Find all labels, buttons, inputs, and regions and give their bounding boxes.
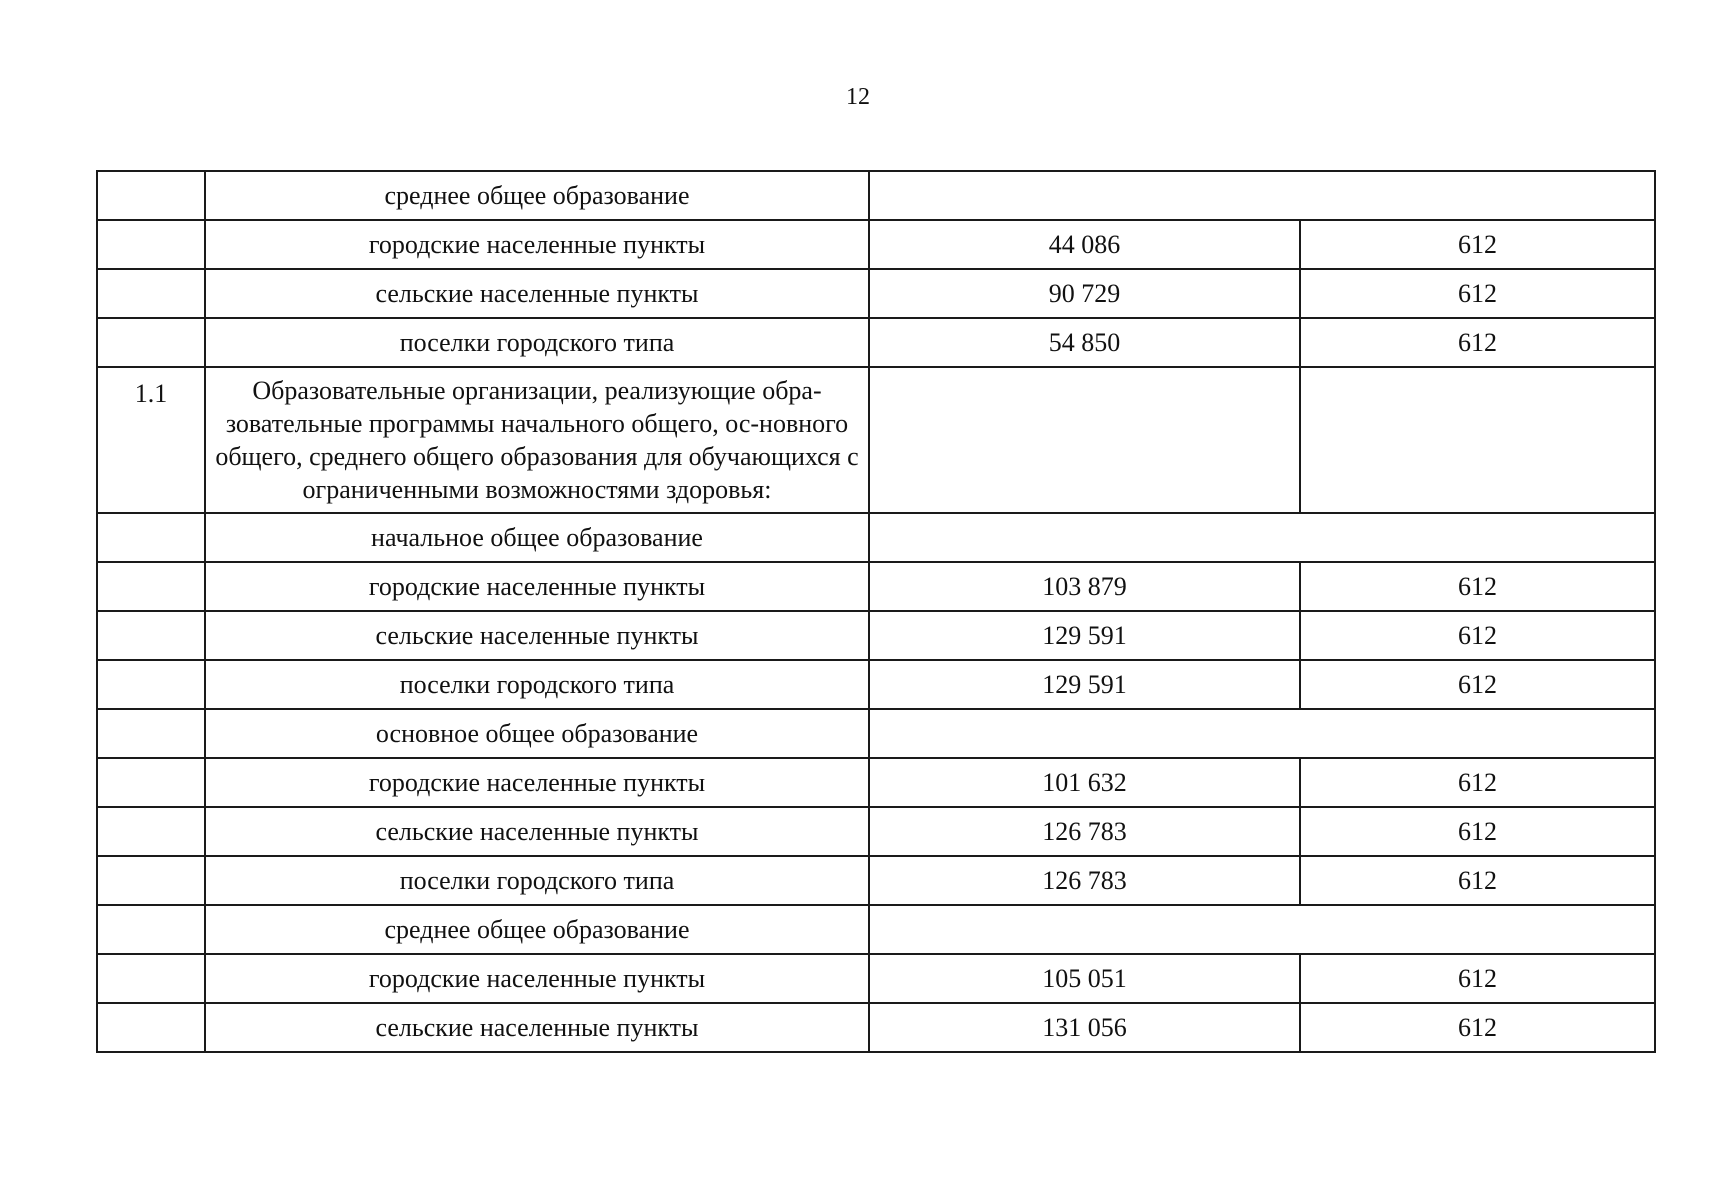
row-number-cell	[97, 660, 205, 709]
table-row	[97, 1003, 1655, 1052]
table-row	[97, 269, 1655, 318]
section-label: среднее общее образование	[205, 905, 869, 954]
value-cell: 131 056	[869, 1003, 1300, 1052]
row-number-cell	[97, 611, 205, 660]
row-number-cell: 1.1	[97, 367, 205, 513]
empty-cell	[869, 367, 1300, 513]
code-cell: 612	[1300, 220, 1655, 269]
row-label: городские населенные пункты	[205, 954, 869, 1003]
row-label: сельские населенные пункты	[205, 1003, 869, 1052]
section-label: среднее общее образование	[205, 171, 869, 220]
row-label: сельские населенные пункты	[205, 269, 869, 318]
row-number-cell	[97, 562, 205, 611]
code-cell: 612	[1300, 269, 1655, 318]
table-row	[97, 171, 1655, 220]
table-row	[97, 709, 1655, 758]
empty-cell	[869, 171, 1655, 220]
table-row	[97, 856, 1655, 905]
code-cell: 612	[1300, 318, 1655, 367]
table-row	[97, 807, 1655, 856]
code-cell: 612	[1300, 807, 1655, 856]
value-cell: 126 783	[869, 856, 1300, 905]
row-label: поселки городского типа	[205, 660, 869, 709]
row-number-cell	[97, 954, 205, 1003]
value-cell: 105 051	[869, 954, 1300, 1003]
value-cell: 54 850	[869, 318, 1300, 367]
value-cell: 129 591	[869, 611, 1300, 660]
table-row	[97, 954, 1655, 1003]
row-number-cell	[97, 513, 205, 562]
code-cell: 612	[1300, 954, 1655, 1003]
row-label: сельские населенные пункты	[205, 611, 869, 660]
row-label: поселки городского типа	[205, 318, 869, 367]
empty-cell	[869, 709, 1655, 758]
section-label: основное общее образование	[205, 709, 869, 758]
row-label: городские населенные пункты	[205, 758, 869, 807]
row-number-cell	[97, 856, 205, 905]
group-label: Образовательные организации, реализующие обра-зовательные программы начального общего, ос-новного общего, среднего общего образования для обучающихся с ограниченными возможностями здоровья:	[205, 367, 869, 513]
empty-cell	[1300, 367, 1655, 513]
value-cell: 126 783	[869, 807, 1300, 856]
table-row	[97, 367, 1655, 513]
row-number-cell	[97, 905, 205, 954]
table-row	[97, 562, 1655, 611]
row-label: поселки городского типа	[205, 856, 869, 905]
table-row	[97, 660, 1655, 709]
code-cell: 612	[1300, 562, 1655, 611]
table-row	[97, 220, 1655, 269]
row-number-cell	[97, 318, 205, 367]
value-cell: 101 632	[869, 758, 1300, 807]
code-cell: 612	[1300, 1003, 1655, 1052]
section-label: начальное общее образование	[205, 513, 869, 562]
table-row	[97, 513, 1655, 562]
data-table	[96, 170, 1656, 1053]
row-number-cell	[97, 807, 205, 856]
value-cell: 129 591	[869, 660, 1300, 709]
table-row	[97, 318, 1655, 367]
table-row	[97, 758, 1655, 807]
row-label: сельские населенные пункты	[205, 807, 869, 856]
row-number-cell	[97, 220, 205, 269]
empty-cell	[869, 905, 1655, 954]
row-number-cell	[97, 709, 205, 758]
row-number-cell	[97, 171, 205, 220]
code-cell: 612	[1300, 611, 1655, 660]
row-label: городские населенные пункты	[205, 220, 869, 269]
empty-cell	[869, 513, 1655, 562]
row-number-cell	[97, 269, 205, 318]
code-cell: 612	[1300, 758, 1655, 807]
page-number: 12	[846, 84, 870, 110]
value-cell: 103 879	[869, 562, 1300, 611]
value-cell: 90 729	[869, 269, 1300, 318]
row-label: городские населенные пункты	[205, 562, 869, 611]
code-cell: 612	[1300, 856, 1655, 905]
row-number-cell	[97, 1003, 205, 1052]
value-cell: 44 086	[869, 220, 1300, 269]
row-number-cell	[97, 758, 205, 807]
code-cell: 612	[1300, 660, 1655, 709]
table-row	[97, 905, 1655, 954]
table-row	[97, 611, 1655, 660]
